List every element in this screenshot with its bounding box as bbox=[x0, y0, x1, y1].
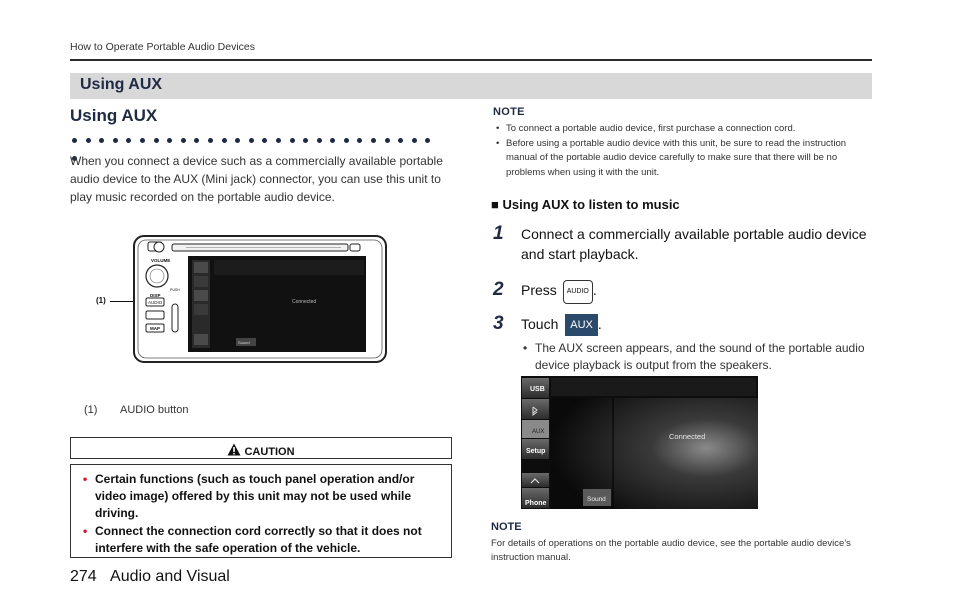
step-text: Touch bbox=[521, 316, 559, 332]
note-item: • To connect a portable audio device, first purchase a connection cord. bbox=[496, 122, 876, 137]
push-label: PUSH bbox=[170, 288, 180, 292]
warning-icon bbox=[227, 443, 241, 456]
caution-title: CAUTION bbox=[244, 446, 295, 458]
connection-status: Connected bbox=[669, 432, 706, 441]
divider-dot bbox=[181, 138, 186, 143]
divider-dot bbox=[344, 138, 349, 143]
divider-dot bbox=[235, 138, 240, 143]
divider-dot bbox=[86, 138, 91, 143]
divider-dot bbox=[208, 138, 213, 143]
page-number: 274 bbox=[70, 568, 97, 585]
divider-dot bbox=[194, 138, 199, 143]
intro-paragraph: When you connect a device such as a commercially available portable audio device to the AUX (Mini jack) connector, you can use this unit to play music recorded on the portable audio device. bbox=[70, 154, 443, 204]
step-2 bbox=[493, 280, 597, 304]
step-suffix: . bbox=[592, 282, 597, 298]
divider-dot bbox=[425, 138, 430, 143]
sound-button-label: Sound bbox=[587, 496, 606, 503]
divider-dot bbox=[330, 138, 335, 143]
divider-dot bbox=[140, 138, 145, 143]
phone-menu-label: Phone bbox=[525, 500, 547, 507]
divider-dot bbox=[371, 138, 376, 143]
divider-dot bbox=[113, 138, 118, 143]
section-band bbox=[70, 73, 872, 99]
caution-box bbox=[70, 464, 452, 558]
divider-dot bbox=[317, 138, 322, 143]
divider-dot bbox=[99, 138, 104, 143]
usb-menu-label: USB bbox=[530, 386, 545, 393]
divider-dot bbox=[303, 138, 308, 143]
step-suffix: . bbox=[597, 316, 602, 332]
header-rule bbox=[70, 59, 872, 61]
divider-dot bbox=[357, 138, 362, 143]
phone-hw-button[interactable] bbox=[146, 311, 164, 319]
head-unit-illustration bbox=[96, 234, 390, 364]
head-unit-figure bbox=[96, 234, 390, 364]
divider-dot bbox=[126, 138, 131, 143]
divider-dot bbox=[72, 138, 77, 143]
note-title: NOTE bbox=[493, 106, 525, 118]
figure-caption bbox=[84, 404, 188, 416]
section-title: Using AUX bbox=[80, 76, 163, 93]
figure-screen-sound: Sound bbox=[238, 340, 250, 345]
step-text: Connect a commercially available portable audio device and start playback. bbox=[521, 226, 867, 262]
step-number: 3 bbox=[493, 313, 504, 334]
figure-callout: (1) bbox=[96, 296, 106, 305]
procedure-title: ■ Using AUX to listen to music bbox=[491, 197, 680, 212]
aux-screen-screenshot bbox=[521, 376, 758, 509]
dotted-divider bbox=[72, 130, 452, 136]
running-head: How to Operate Portable Audio Devices bbox=[70, 41, 256, 53]
volume-label: VOLUME bbox=[151, 258, 171, 263]
map-button-label: MAP bbox=[150, 326, 160, 331]
divider-dot bbox=[262, 138, 267, 143]
divider-dot bbox=[398, 138, 403, 143]
step-3-result: • The AUX screen appears, and the sound of the portable audio device playback is output from the speakers. bbox=[523, 340, 873, 374]
note-item: • Before using a portable audio device with this unit, be sure to read the instruction manual of the portable audio device carefully to make sure that there will be no problems when using it with the unit. bbox=[496, 137, 876, 181]
note-text: For details of operations on the portable audio device, see the portable audio device's instruction manual. bbox=[491, 538, 851, 563]
note-title: NOTE bbox=[491, 521, 522, 533]
subsection-title: Using AUX bbox=[70, 106, 158, 125]
divider-dot bbox=[222, 138, 227, 143]
caution-item: • Certain functions (such as touch panel operation and/or video image) offered by this unit may not be used while driving. bbox=[83, 471, 441, 522]
step-number: 1 bbox=[493, 223, 504, 244]
audio-key-glyph: AUDIO bbox=[563, 280, 593, 304]
disp-label: DISP bbox=[150, 293, 161, 298]
page-section: Audio and Visual bbox=[110, 568, 230, 585]
step-number: 2 bbox=[493, 279, 504, 300]
page-footer bbox=[70, 568, 230, 586]
divider-dot bbox=[154, 138, 159, 143]
caption-number: (1) bbox=[84, 404, 98, 416]
aux-chip: AUX bbox=[565, 314, 598, 336]
caution-item: • Connect the connection cord correctly so that it does not interfere with the safe operation of the vehicle. bbox=[83, 523, 441, 557]
divider-dot bbox=[412, 138, 417, 143]
caution-header bbox=[70, 437, 452, 459]
note-list bbox=[496, 122, 876, 180]
figure-screen-status: Connected bbox=[292, 299, 317, 305]
divider-dot bbox=[276, 138, 281, 143]
setup-menu-label: Setup bbox=[526, 448, 546, 455]
step-1 bbox=[493, 224, 871, 264]
divider-dot bbox=[249, 138, 254, 143]
step-3 bbox=[493, 314, 602, 336]
divider-dot bbox=[290, 138, 295, 143]
caption-text: AUDIO button bbox=[120, 404, 189, 416]
divider-dot bbox=[385, 138, 390, 143]
aux-menu-label: AUX bbox=[532, 429, 545, 435]
divider-dot bbox=[167, 138, 172, 143]
step-text: Press bbox=[521, 282, 557, 298]
audio-button-label: AUDIO bbox=[148, 300, 163, 305]
